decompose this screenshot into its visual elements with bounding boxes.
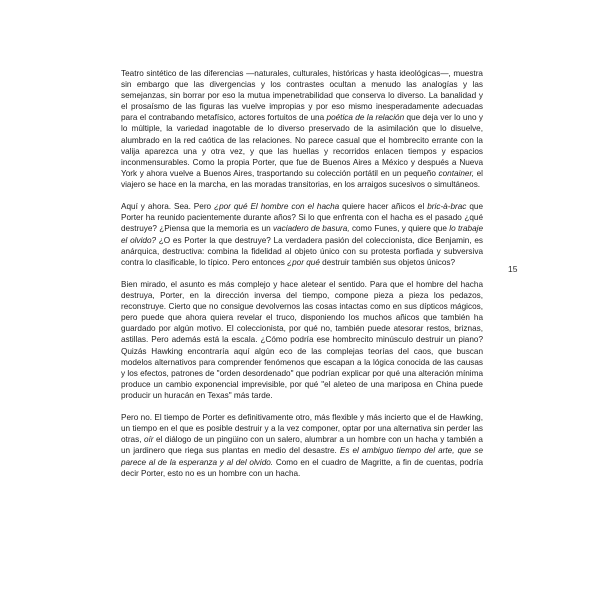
italic-text-run: Es el ambiguo tiempo del arte, que se parece al de la esperanza y al del olvido. [121,446,483,467]
text-run: el viajero se hace en la marcha, en las moradas transitorias, en los arraigos sucesivos o simultáneos. [121,168,483,189]
text-run: destruir también sus objetos únicos? [319,257,456,267]
italic-text-run: ¿por qué [287,257,320,267]
text-run: como Funes, y quiere que [349,224,450,234]
italic-text-run: ¿por qué El hombre con el hacha [214,202,340,212]
italic-text-run: container, [438,168,475,178]
text-run: Pero no. El tiempo de Porter es definitivamente otro, más flexible y más incierto que el de Hawking, un tiempo en el que es posible destruir y a la vez componer, optar por una alternativa sin perder las otras, [121,413,483,445]
italic-text-run: vaciadero de basura, [273,224,350,234]
text-run: que deja ver lo uno y lo múltiple, la variedad inagotable de lo diverso preservado de la asimilación que lo disuelve, alumbrado en la red caótica de las relaciones. No parece casual que el hombrecito errante con la valija aparezca una y otra vez, y que las huellas y recorridos enlacen tiempos y espacios inconmensurables. Como la propia Porter, que fue de Buenos Aires a México y después a Nueva York y ahora vuelve a Buenos Aires, trasportando su colección portátil en un pequeño [121,113,483,178]
text-run: Teatro sintético de las diferencias —naturales, culturales, históricas y hasta ideológicas—, muestra sin embargo que las divergencias y los contrastes ocultan a menudo las analogías y las semejanzas, sin borrar por eso la mutua impenetrabilidad que conserva lo diverso. La banalidad y el prosaísmo de las figuras las vuelve impropias y por eso mismo inesperadamente adecuadas para el contrabando metafísico, actores fortuitos de una [121,69,483,123]
text-run: Aquí y ahora. Sea. Pero [121,202,215,212]
text-column [121,68,483,490]
paragraph-3 [121,279,483,401]
italic-text-run: oír [143,435,154,445]
paragraph-1 [121,68,483,190]
text-run: Bien mirado, el asunto es más complejo y hace aletear el sentido. Para que el hombre del hacha destruya, Porter, en la dirección inversa del tiempo, compone pieza a pieza los pedazos, reconstruye. Cierto que no consigue devolvernos las cosas intactas como en sus dípticos mágicos, pero puede que ahora quiera revelar el truco, disponiendo los muchos añicos que también ha guardado por algún motivo. El coleccionista, por qué no, también puede atesorar restos, briznas, astillas. Pero además está la escala. ¿Cómo podría ese hombrecito minúsculo destruir un piano? Quizás Hawking encontraría aquí algún eco de las complejas teorías del caos, que buscan modelos alternativos para comprender fenómenos que escapan a la lógica conocida de las causas y los efectos, patrones de "orden desordenado" que podrían explicar por qué una alteración mínima produce un cambio exponencial imprevisible, por qué "el aleteo de una mariposa en China puede producir un huracán en Texas" más tarde. [121,279,483,400]
paragraph-4 [121,412,483,479]
text-run: que Porter ha reunido pacientemente durante años? Si lo que enfrenta con el hacha es el pasado ¿qué destruye? ¿Piensa que la memoria es un [121,202,484,234]
text-run: el diálogo de un pingüino con un salero, alumbrar a un hombre con un hacha y también a un jardinero que riega sus plantas en medio del desastre. [121,435,483,456]
italic-text-run: bric-à-brac [427,202,467,212]
text-run: quiere hacer añicos el [339,202,428,212]
italic-text-run: lo trabaje el olvido? [121,224,483,245]
page-number: 15 [508,264,518,274]
text-run: Como en el cuadro de Magritte, a fin de cuentas, podría decir Porter, esto no es un hombre con un hacha. [121,457,483,478]
italic-text-run: poética de la relación [326,113,405,123]
text-run: ¿O es Porter la que destruye? La verdadera pasión del coleccionista, dice Benjamin, es anárquica, destructiva: combina la fidelidad al objeto único con su protesta porfiada y subversiva contra lo clasificable, lo típico. Pero entonces [121,235,483,267]
paragraph-2 [121,201,483,268]
